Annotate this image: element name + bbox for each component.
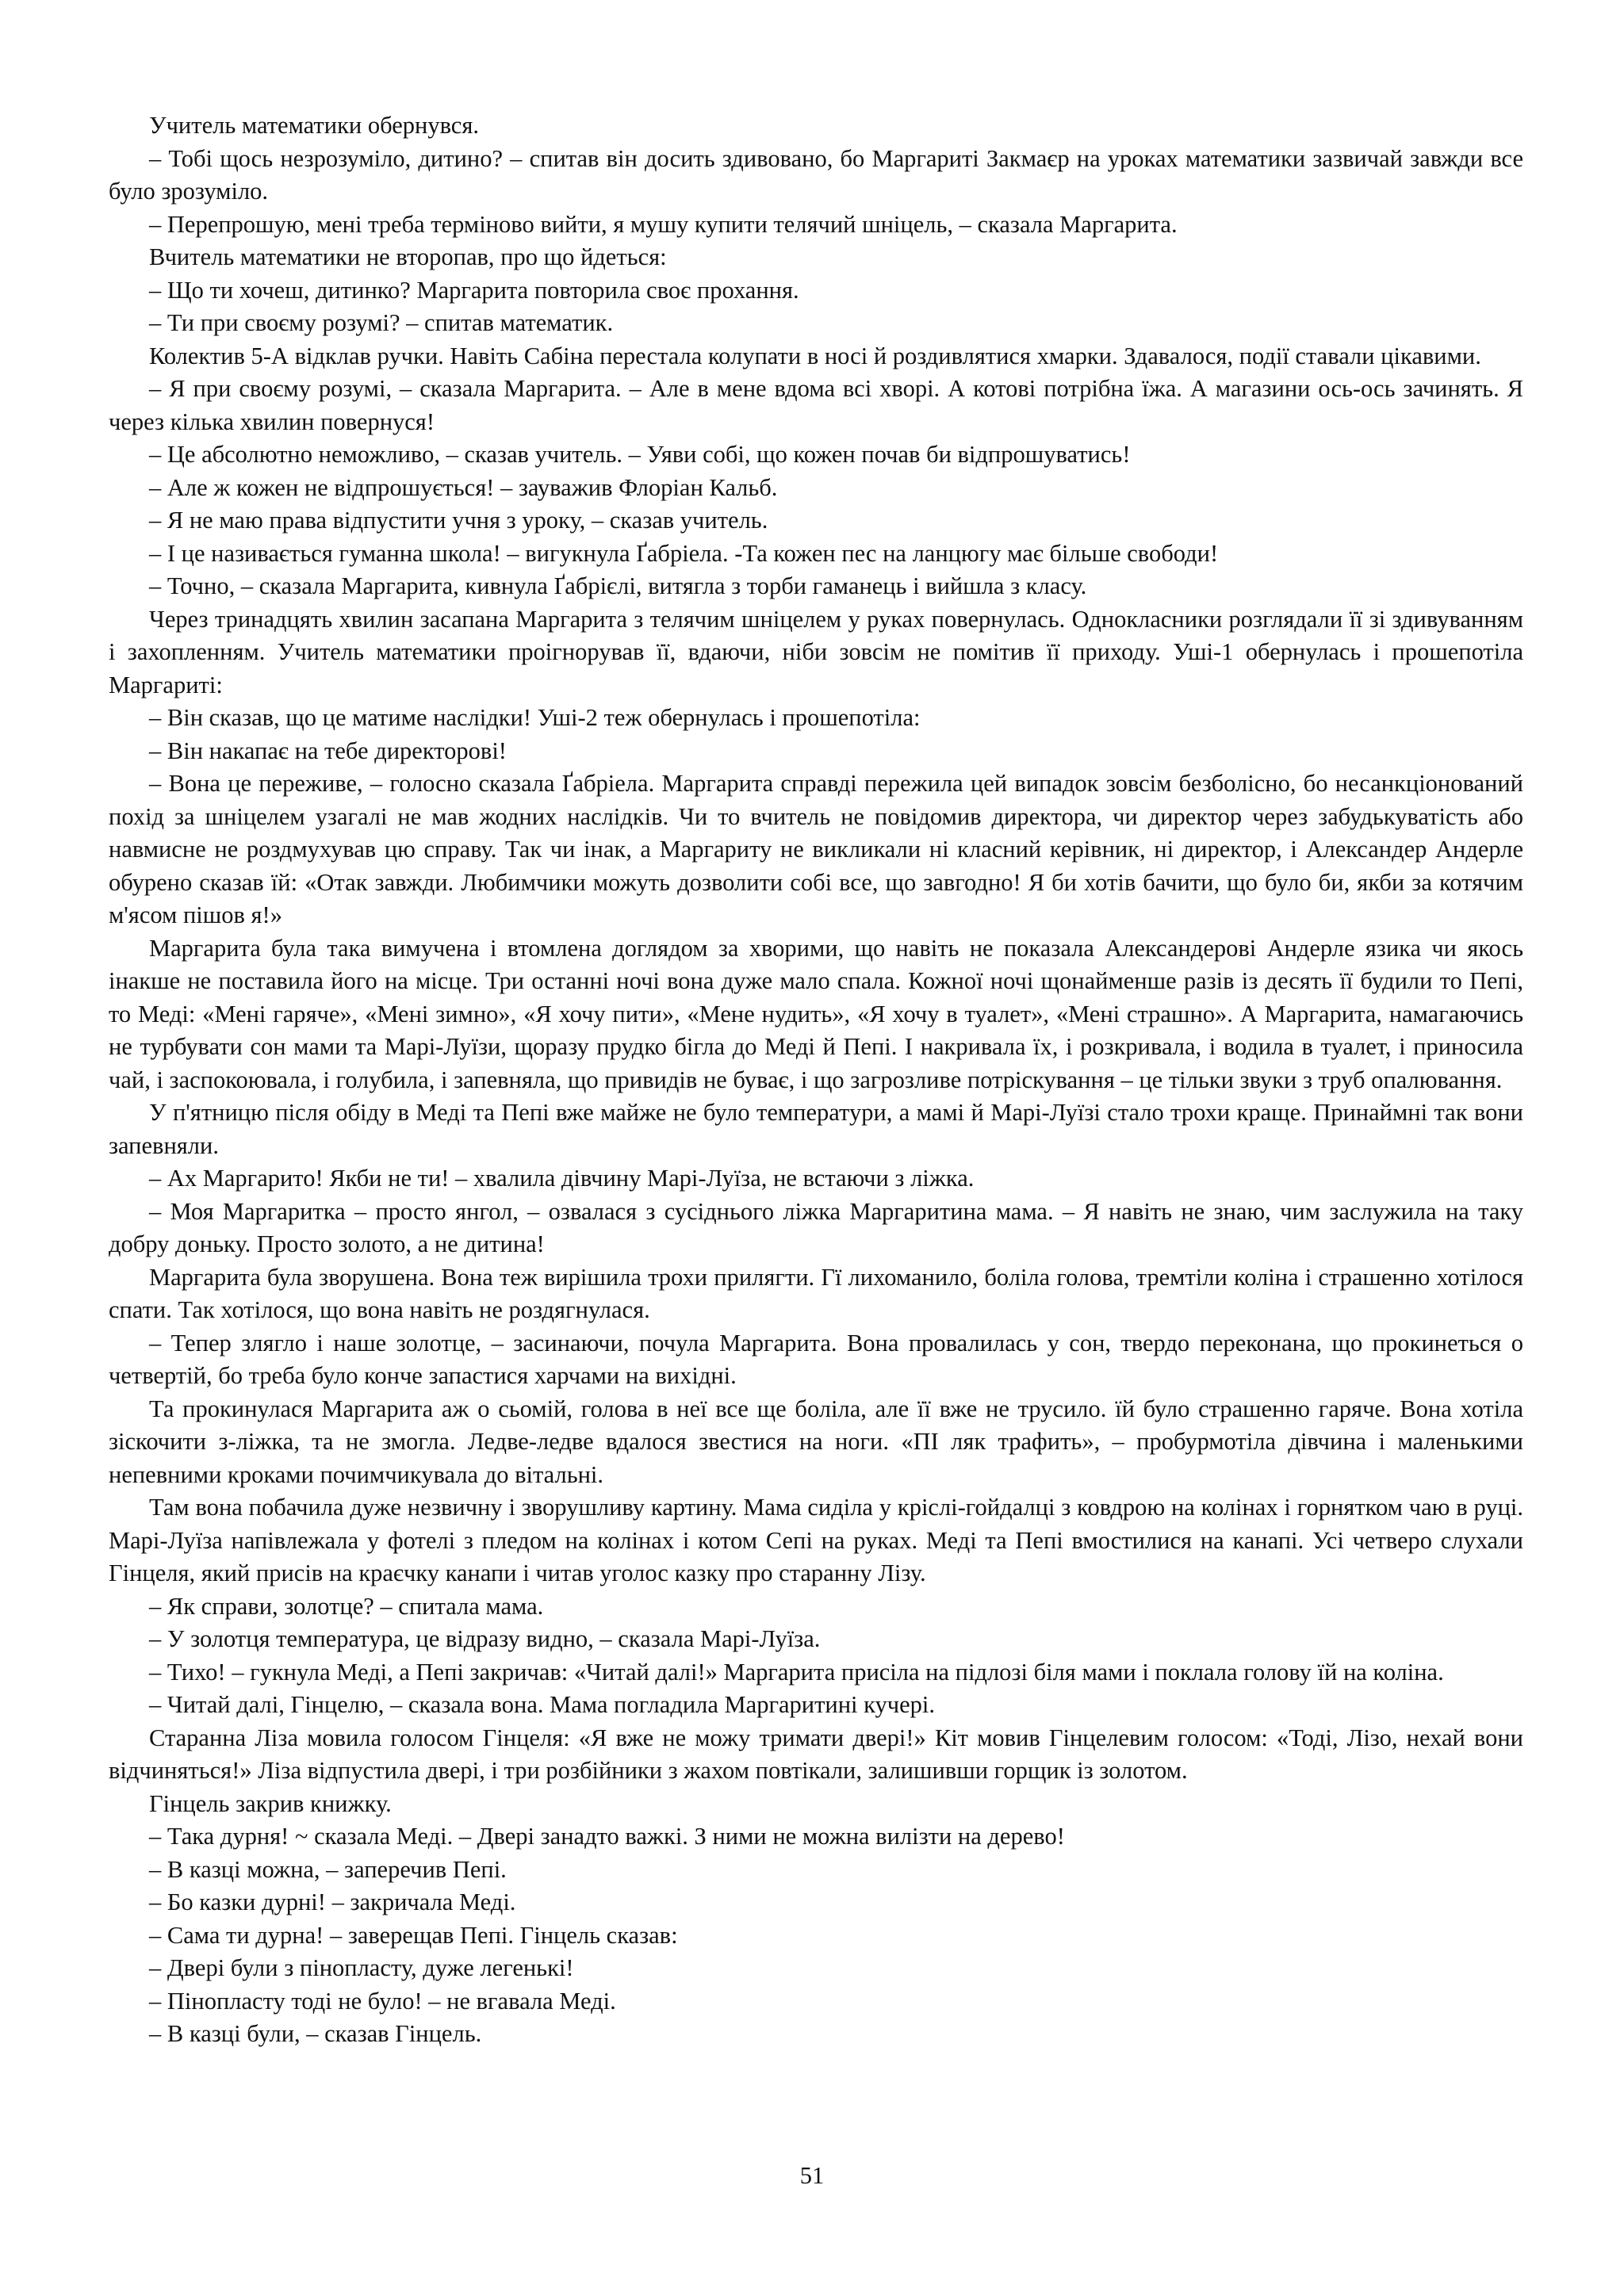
paragraph: – Ти при своєму розумі? – спитав математик. [149,309,614,336]
paragraph: – Сама ти дурна! – заверещав Пепі. Гінцель сказав: [149,1921,678,1949]
paragraph: – Я при своєму розумі, – сказала Маргарита. – Але в мене вдома всі хворі. А котові потрібна їжа. А магазини ось-ось зачинять. Я через кілька хвилин повернуся! [109,375,1523,435]
body-text [109,109,1523,2051]
paragraph: – Ах Маргарито! Якби не ти! – хвалила дівчину Марі-Луїза, не встаючи з ліжка. [149,1165,975,1192]
paragraph: – Це абсолютно неможливо, – сказав учитель. – Уяви собі, що кожен почав би відпрошуватись! [149,441,1131,468]
paragraph: – Така дурня! ~ сказала Меді. – Двері занадто важкі. З ними не можна вилізти на дерево! [149,1823,1065,1850]
paragraph: Колектив 5-А відклав ручки. Навіть Сабіна перестала колупати в носі й роздивлятися хмарки. Здавалося, події ставали цікавими. [149,342,1481,369]
paragraph: – Пінопласту тоді не було! – не вгавала Меді. [149,1987,616,2015]
paragraph: – В казці були, – сказав Гінцель. [149,2020,482,2047]
paragraph: – Він накапає на тебе директорові! [149,737,507,764]
paragraph: – Точно, – сказала Маргарита, кивнула Ґабрієлі, витягла з торби гаманець і вийшла з класу. [149,572,1087,599]
paragraph: Маргарита була така вимучена і втомлена доглядом за хворими, що навіть не показала Александерові Андерле язика чи якось інакше не поставила його на місце. Три останні ночі вона дуже мало спала. Кожної ночі щонайменше разів із десять її будили то Пепі, то Меді: «Мені гаряче», «Мені зимно», «Я хочу пити», «Мене нудить», «Я хочу в туалет», «Мені страшно». А Маргарита, намагаючись не турбувати сон мами та Марі-Луїзи, щоразу прудко бігла до Меді й Пепі. І накривала їх, і розкривала, і водила в туалет, і приносила чай, і заспокоювала, і голубила, і запевняла, що привидів не буває, і що загрозливе потріскування – це тільки звуки з труб опалювання. [109,934,1523,1093]
paragraph: – І це називається гуманна школа! – вигукнула Ґабріела. -Та кожен пес на ланцюгу має більше свободи! [149,539,1219,567]
paragraph: Там вона побачила дуже незвичну і зворушливу картину. Мама сиділа у кріслі-гойдалці з ковдрою на колінах і горнятком чаю в руці. Марі-Луїза напівлежала у фотелі з пледом на колінах і котом Сепі на руках. Меді та Пепі вмостилися на канапі. Усі четверо слухали Гінцеля, який присів на краєчку канапи і читав уголос казку про старанну Лізу. [109,1494,1523,1586]
paragraph: – Але ж кожен не відпрошується! – зауважив Флоріан Кальб. [149,473,778,501]
paragraph: Та прокинулася Маргарита аж о сьомій, голова в неї все ще боліла, але її вже не трусило. їй було страшенно гаряче. Вона хотіла зіскочити з-ліжка, та не змогла. Ледве-ледве вдалося звестися на ноги. «ПІ ляк трафить», – пробурмотіла дівчина і маленькими непевними кроками почимчикувала до вітальні. [109,1395,1523,1488]
paragraph: Маргарита була зворушена. Вона теж вирішила трохи прилягти. Гї лихоманило, боліла голова, тремтіли коліна і страшенно хотілося спати. Так хотілося, що вона навіть не роздягнулася. [109,1263,1523,1323]
paragraph: – Що ти хочеш, дитинко? Маргарита повторила своє прохання. [149,276,799,304]
paragraph: – Як справи, золотце? – спитала мама. [149,1592,544,1620]
paragraph: – Тобі щось незрозуміло, дитино? – спитав він досить здивовано, бо Маргариті Закмаєр на уроках математики зазвичай завжди все було зрозуміло. [109,144,1523,205]
page-number: 51 [799,2162,825,2189]
paragraph: Гінцель закрив книжку. [149,1789,392,1817]
paragraph: – Читай далі, Гінцелю, – сказала вона. Мама погладила Маргаритині кучері. [149,1691,935,1718]
paragraph: – Він сказав, що це матиме наслідки! Уші-2 теж обернулась і прошепотіла: [149,704,921,731]
paragraph: Через тринадцять хвилин засапана Маргарита з телячим шніцелем у руках повернулась. Однокласники розглядали її зі здивуванням і захопленням. Учитель математики проігнорував її, вдаючи, ніби зовсім не помітив її приходу. Уші-1 обернулась і прошепотіла Маргариті: [109,605,1523,698]
paragraph: – Я не маю права відпустити учня з уроку, – сказав учитель. [149,507,768,534]
paragraph: Учитель математики обернувся. [149,112,479,139]
paragraph: – Бо казки дурні! – закричала Меді. [149,1888,516,1915]
paragraph: Старанна Ліза мовила голосом Гінцеля: «Я вже не можу тримати двері!» Кіт мовив Гінцелевим голосом: «Тоді, Лізо, нехай вони відчиняться!» Ліза відпустила двері, і три розбійники з жахом повтікали, залишивши горщик із золотом. [109,1724,1523,1784]
paragraph: Вчитель математики не второпав, про що йдеться: [149,243,667,270]
paragraph: У п'ятницю після обіду в Меді та Пепі вже майже не було температури, а мамі й Марі-Луїзі стало трохи краще. Принаймні так вони запевняли. [109,1099,1523,1159]
paragraph: – Двері були з пінопласту, дуже легенькі! [149,1954,574,1981]
paragraph: – Моя Маргаритка – просто янгол, – озвалася з сусіднього ліжка Маргаритина мама. – Я навіть не знаю, чим заслужила на таку добру доньку. Просто золото, а не дитина! [109,1197,1523,1257]
paragraph: – У золотця температура, це відразу видно, – сказала Марі-Луїза. [149,1625,821,1652]
paragraph: – Перепрошую, мені треба терміново вийти, я мушу купити телячий шніцель, – сказала Маргарита. [149,210,1178,238]
paragraph: – Тепер злягло і наше золотце, – засинаючи, почула Маргарита. Вона провалилась у сон, твердо переконана, що прокинеться о четвертій, бо треба було конче запастися харчами на вихідні. [109,1329,1523,1389]
paragraph: – Вона це переживе, – голосно сказала Ґабріела. Маргарита справді пережила цей випадок зовсім безболісно, бо несанкціонований похід за шніцелем узагалі не мав жодних наслідків. Чи то вчитель не повідомив директора, чи директор через забудькуватість або навмисне не роздмухував цю справу. Так чи інак, а Маргариту не викликали ні класний керівник, ні директор, і Александер Андерле обурено сказав їй: «Отак завжди. Любимчики можуть дозволити собі все, що завгодно! Я би хотів бачити, що було би, якби за котячим м'ясом пішов я!» [109,770,1523,928]
paragraph: – Тихо! – гукнула Меді, а Пепі закричав: «Читай далі!» Маргарита присіла на підлозі біля мами і поклала голову їй на коліна. [149,1658,1444,1686]
paragraph: – В казці можна, – заперечив Пепі. [149,1855,507,1883]
